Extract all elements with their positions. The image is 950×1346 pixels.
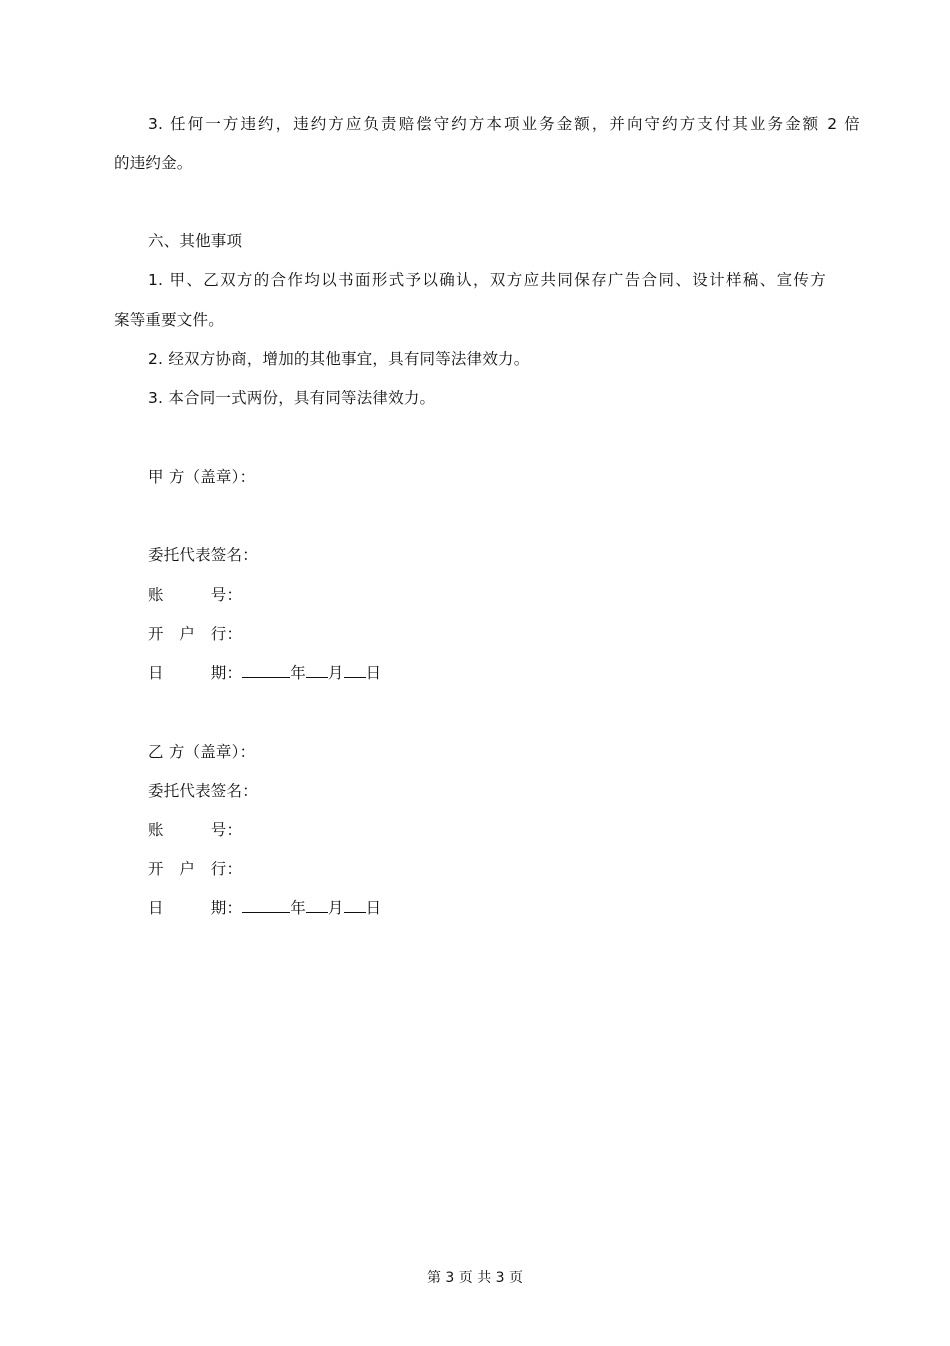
party-b-bank-label: 开 户 行： [148,860,243,878]
clause-5-3-line-1: 3. 任何一方违约，违约方应负责赔偿守约方本项业务金额，并向守约方支付其业务金额 2 倍 [148,115,860,133]
page-indicator: 第 3 页 共 3 页 [426,1270,524,1286]
party-a-title: 甲 方（盖章）： [148,468,256,486]
party-a-account-label: 账 号： [148,586,243,604]
clause-5-3-line-2: 的违约金。 [114,154,193,172]
party-b-representative-label: 委托代表签名： [148,782,258,800]
page-footer [0,1268,950,1288]
month-blank [306,663,328,678]
party-a-representative-label: 委托代表签名： [148,546,258,564]
day-blank [344,663,366,678]
day-label: 日 [365,664,382,682]
year-label: 年 [290,899,306,917]
year-blank [242,663,290,678]
section-6-item-3: 3. 本合同一式两份，具有同等法律效力。 [148,389,436,407]
section-6-item-1-line-1: 1. 甲、乙双方的合作均以书面形式予以确认，双方应共同保存广告合同、设计样稿、宣传方 [148,271,826,289]
section-6-item-2: 2. 经双方协商，增加的其他事宜，具有同等法律效力。 [148,350,530,368]
section-6-item-1-line-2: 案等重要文件。 [114,311,224,329]
year-blank [242,898,290,913]
party-a-bank-label: 开 户 行： [148,625,243,643]
party-b-account-label: 账 号： [148,821,243,839]
month-blank [306,898,328,913]
party-b-date-label: 日 期： [148,899,243,917]
party-b-date-line [148,898,381,918]
party-a-date-line [148,663,381,683]
party-b-title: 乙 方（盖章）： [148,743,256,761]
month-label: 月 [327,899,344,917]
year-label: 年 [290,664,306,682]
section-6-heading: 六、其他事项 [148,232,243,250]
party-a-date-label: 日 期： [148,664,243,682]
day-blank [344,898,366,913]
month-label: 月 [327,664,344,682]
day-label: 日 [365,899,382,917]
